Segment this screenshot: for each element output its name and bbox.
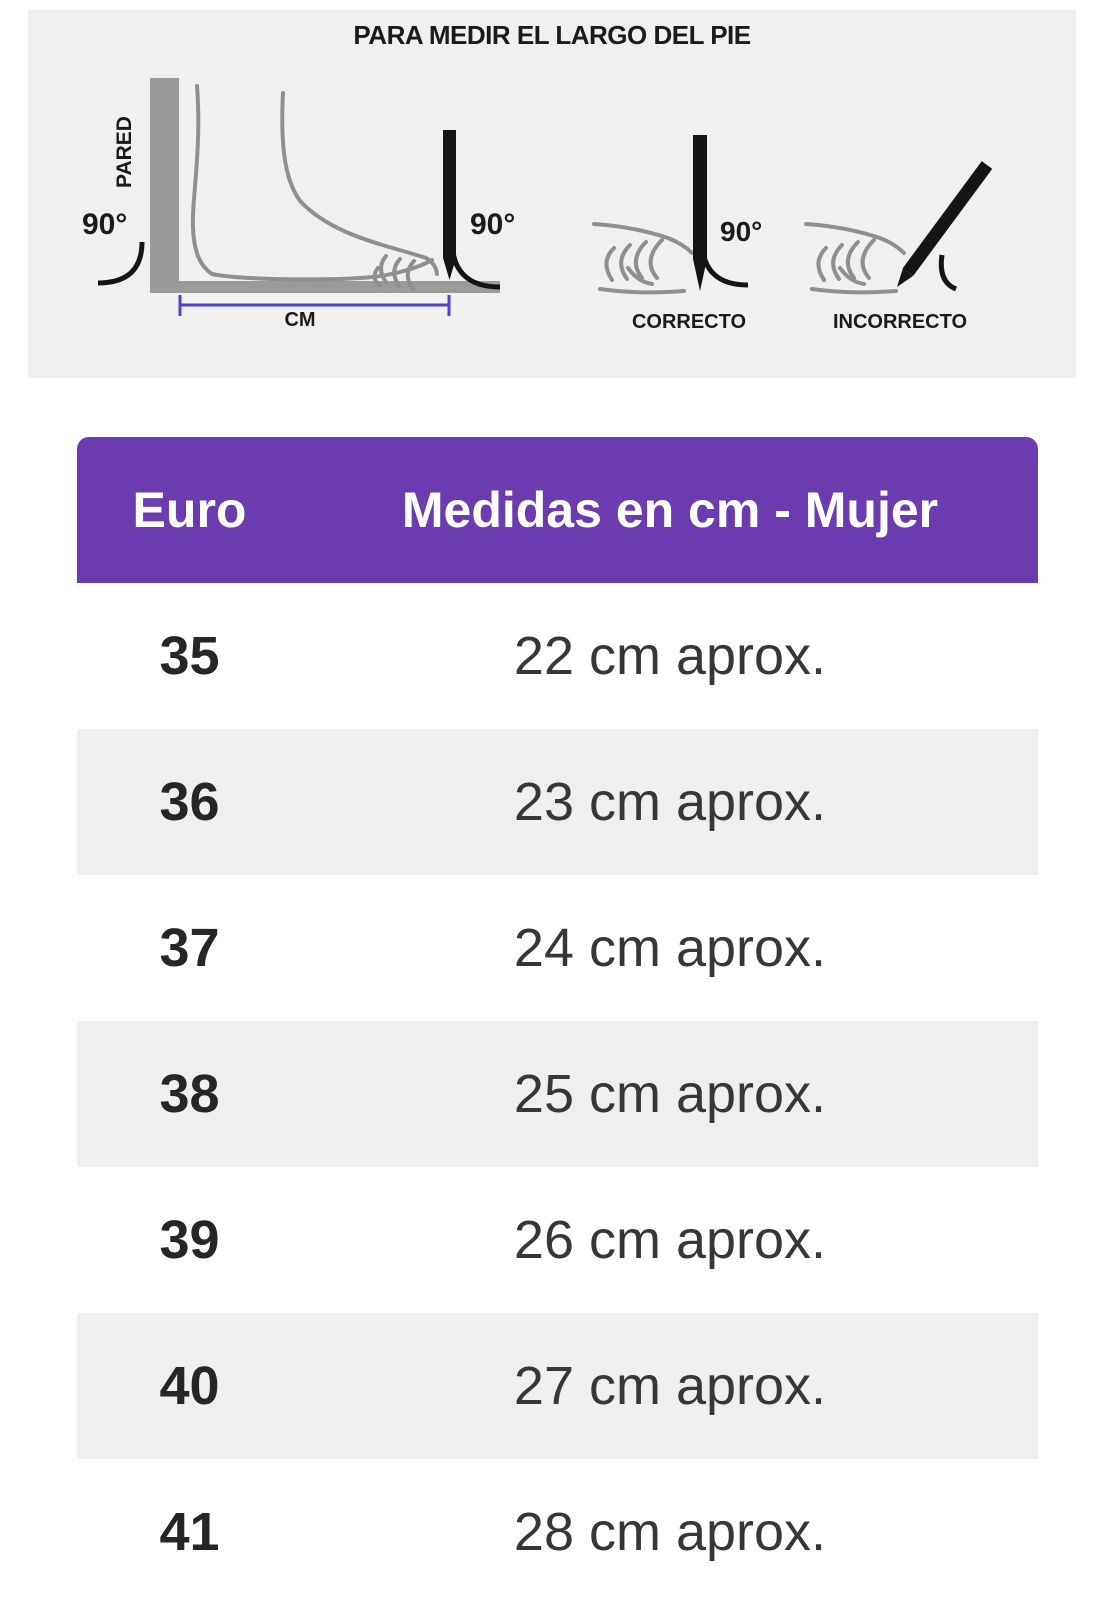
right-angle-label: 90° [470,208,516,241]
foot-outline [193,86,437,289]
cm-measure-cell: 23 cm aprox. [513,772,827,832]
table-row [77,875,1038,1021]
correct-label: CORRECTO [631,311,747,333]
euro-size-cell: 37 [159,918,220,978]
diagram-title: PARA MEDIR EL LARGO DEL PIE [353,20,751,50]
correct-angle-label: 90° [720,216,763,247]
cm-measure-cell: 26 cm aprox. [513,1210,827,1270]
left-angle-label: 90° [82,208,128,241]
euro-size-cell: 36 [159,772,220,832]
header-euro: Euro [132,482,247,538]
hand-sketch [594,224,698,292]
right-angle-arc [452,240,500,287]
table-row [77,1021,1038,1167]
incorrect-angle-arc [941,255,956,289]
measuring-illustration [28,10,1076,378]
euro-size-cell: 39 [159,1210,220,1270]
euro-size-cell: 41 [159,1502,220,1562]
cm-label: CM [284,309,316,331]
cm-measure-cell: 22 cm aprox. [513,626,827,686]
euro-size-cell: 40 [159,1356,220,1416]
incorrect-label: INCORRECTO [832,311,968,333]
floor-bar [150,281,500,293]
cm-measure-cell: 24 cm aprox. [513,918,827,978]
header-medidas: Medidas en cm - Mujer [401,482,939,538]
cm-measure-cell: 27 cm aprox. [513,1356,827,1416]
table-row [77,1167,1038,1313]
table-header [77,437,1038,583]
shoe-size-table [77,437,1038,1605]
left-angle-arc [98,242,142,283]
table-row [77,1459,1038,1605]
foot-measuring-diagram [28,10,1076,378]
wall-bar [150,78,179,293]
table-row [77,583,1038,729]
euro-size-cell: 35 [159,626,220,686]
cm-measure-cell: 28 cm aprox. [513,1502,827,1562]
cm-measure-cell: 25 cm aprox. [513,1064,827,1124]
table-row [77,729,1038,875]
hand-sketch-incorrect [806,224,910,292]
pencil-correct [693,135,707,291]
wall-label: PARED [113,116,136,188]
table-row [77,1313,1038,1459]
euro-size-cell: 38 [159,1064,220,1124]
table-body [77,583,1038,1605]
